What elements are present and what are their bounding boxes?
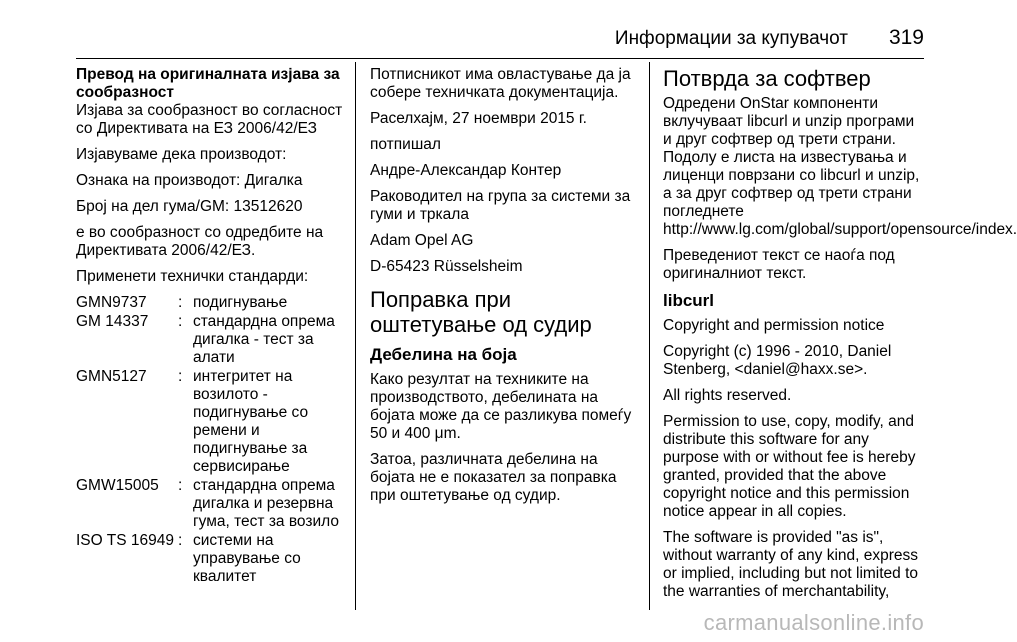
column-3: [663, 66, 1017, 609]
standard-code: ISO TS 16949: [76, 532, 174, 549]
table-row: [76, 477, 344, 532]
standard-description: системи на управување со квалитет: [193, 532, 301, 585]
page-number: 319: [888, 26, 924, 49]
copyright-notice-title: Copyright and permission notice: [663, 317, 885, 334]
standard-separator: :: [178, 368, 183, 385]
declaration-title: Превод на оригиналната изјава за сообразност: [76, 66, 340, 101]
standard-separator: :: [178, 477, 183, 494]
part-number: Број на дел гума/GM: 13512620: [76, 198, 303, 215]
signed-by-label: потпишал: [370, 136, 441, 153]
standards-intro: Применети технички стандарди:: [76, 268, 309, 285]
company-address: D-65423 Rüsselsheim: [370, 258, 523, 275]
copyright-line: Copyright (c) 1996 - 2010, Daniel Stenberg, <daniel@haxx.se>.: [663, 343, 892, 378]
standard-separator: :: [178, 532, 183, 549]
directive-conformity: е во сообразност со одредбите на Директивата 2006/42/ЕЗ.: [76, 224, 324, 259]
signatory-authority: Потписникот има овластување да ја собере техничката документација.: [370, 66, 631, 101]
declaration-intro: Изјава за сообразност во согласност со Директивата на ЕЗ 2006/42/ЕЗ: [76, 102, 343, 137]
warranty-text: The software is provided "as is", without warranty of any kind, express or implied, including but not limited to the warranties of merchantability,: [663, 529, 919, 600]
company-name: Adam Opel AG: [370, 232, 474, 249]
standard-description: стандардна опрема дигалка - тест за алати: [193, 313, 335, 366]
software-acknowledgement-heading: Потврда за софтвер: [663, 66, 871, 91]
declaration-statement: Изјавуваме дека производот:: [76, 146, 287, 163]
standard-description: интегритет на возилото - подигнување со ремени и подигнување за сервисирање: [193, 368, 309, 475]
standard-separator: :: [178, 313, 183, 330]
table-row: [76, 368, 344, 477]
column-divider-2: [649, 62, 650, 610]
signatory-name: Андре-Александар Контер: [370, 162, 562, 179]
product-designation: Ознака на производот: Дигалка: [76, 172, 303, 189]
table-row: [76, 532, 344, 586]
column-1: [76, 66, 344, 586]
column-divider-1: [355, 62, 356, 610]
libcurl-heading: libcurl: [663, 291, 715, 310]
table-row: [76, 294, 344, 313]
standards-table: [76, 294, 344, 586]
standard-separator: :: [178, 294, 183, 311]
paint-thickness-heading: Дебелина на боја: [370, 345, 517, 364]
page-header: [0, 24, 960, 54]
paint-thickness-text: Како резултат на техниките на производството, дебелината на бојата може да се разликува помеѓу 50 и 400 μm.: [370, 371, 632, 442]
column-2: [370, 66, 636, 513]
standard-code: GMN5127: [76, 368, 147, 385]
header-title: Информации за купувачот: [614, 28, 848, 49]
standard-description: подигнување: [193, 294, 288, 311]
header-rule: [76, 58, 924, 59]
paint-thickness-note: Затоа, различната дебелина на бојата не е показател за поправка при оштетување од судир.: [370, 451, 617, 504]
standard-code: GM 14337: [76, 313, 149, 330]
table-row: [76, 313, 344, 368]
rights-reserved: All rights reserved.: [663, 387, 792, 404]
watermark-logo: carmanualsonline.info: [703, 610, 924, 635]
standard-description: стандардна опрема дигалка и резервна гума, тест за возило: [193, 477, 339, 530]
software-intro: Одредени OnStar компоненти вклучуваат libcurl и unzip програми и друг софтвер од трети страни. Подолу е листа на известувања и лиценци поврзани со libcurl и unzip, а за друг софтвер од трети страни погледнете http://www.lg.com/global/support/opensource/index.: [663, 95, 1017, 238]
collision-repair-heading: Поправка при оштетување од судир: [370, 287, 592, 337]
standard-code: GMN9737: [76, 294, 147, 311]
permission-text: Permission to use, copy, modify, and distribute this software for any purpose with or without fee is hereby granted, provided that the above copyright notice and this permission notice appear in all copies.: [663, 413, 916, 520]
translation-note: Преведениот текст се наоѓа под оригиналниот текст.: [663, 247, 895, 282]
place-date: Раселхајм, 27 ноември 2015 г.: [370, 110, 587, 127]
signatory-role: Раководител на група за системи за гуми и тркала: [370, 188, 631, 223]
standard-code: GMW15005: [76, 477, 159, 494]
